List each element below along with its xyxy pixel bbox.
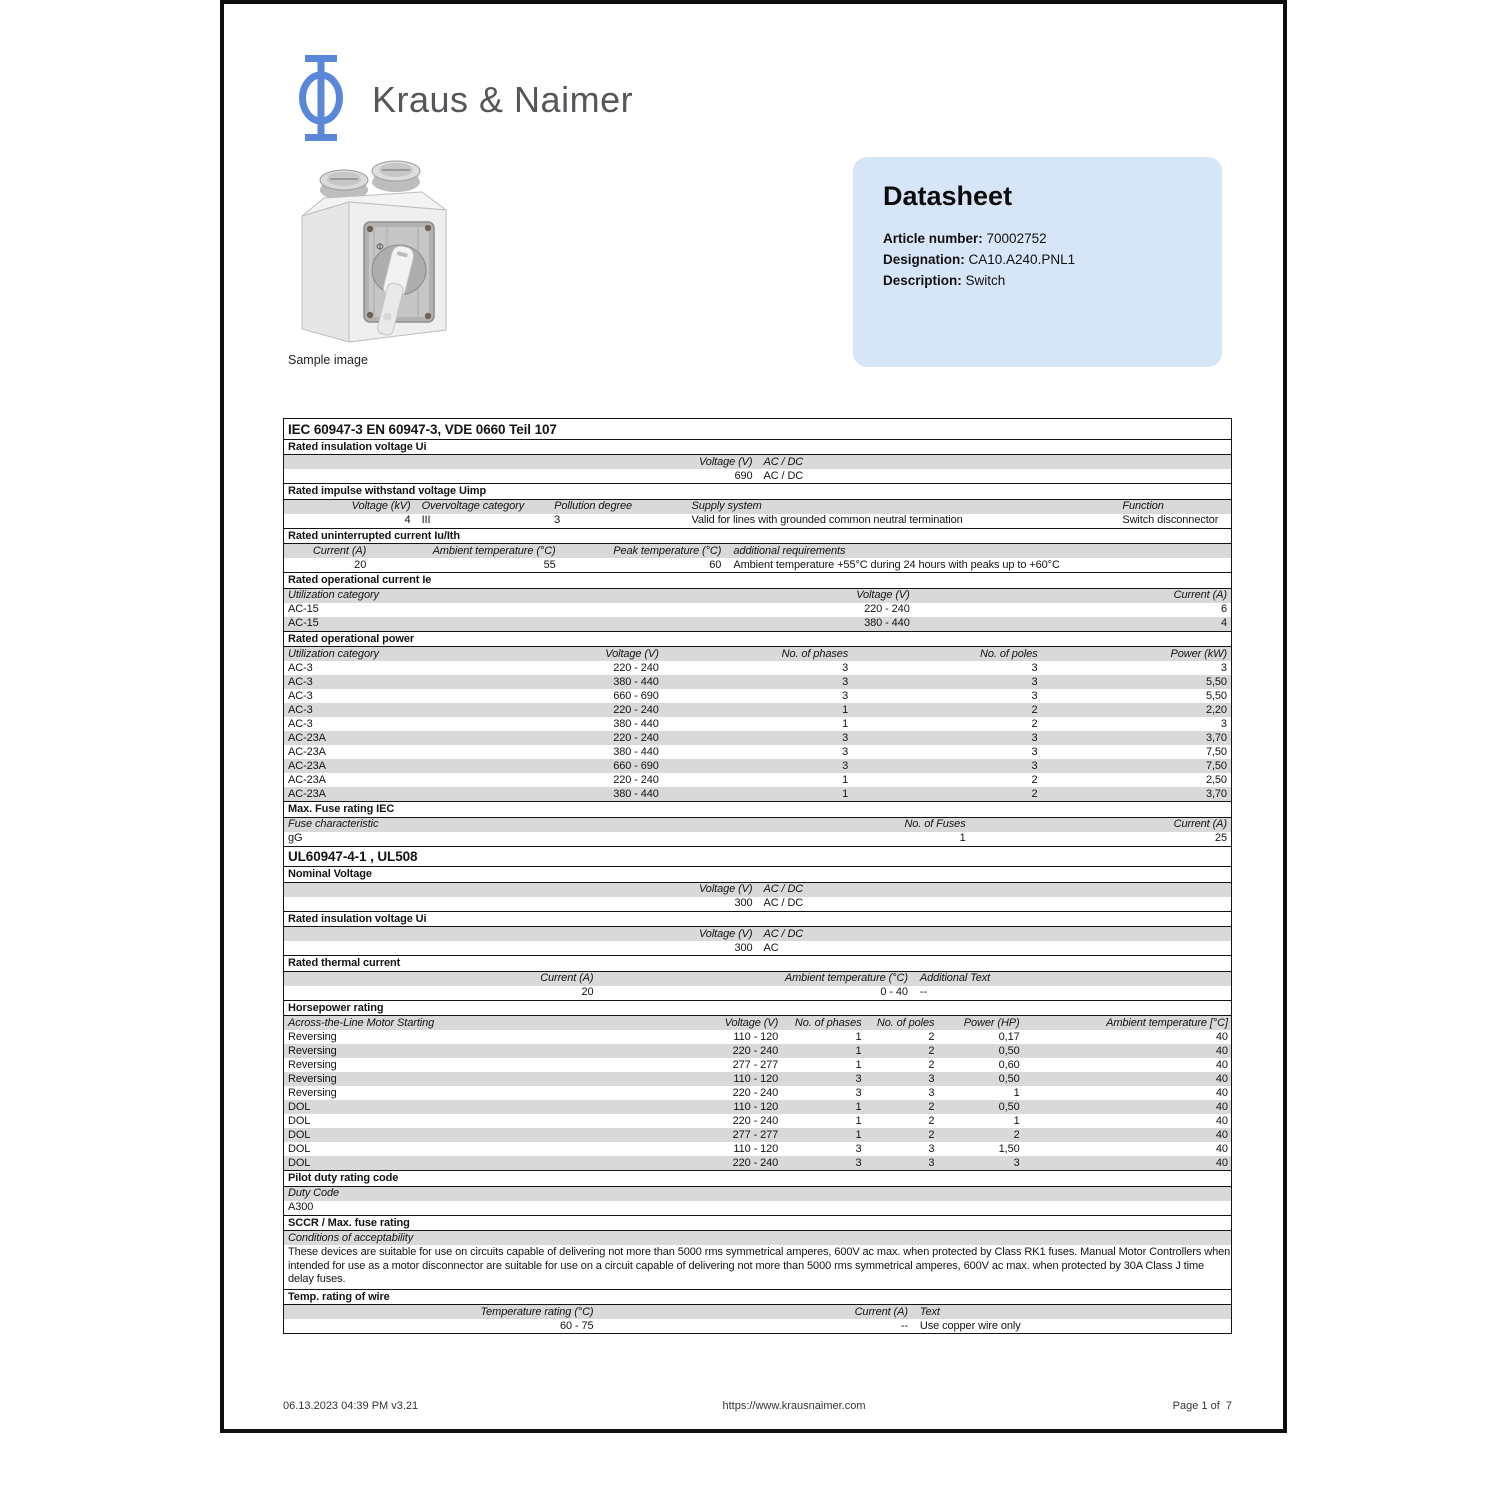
header-cell: Additional Text: [919, 972, 991, 984]
data-cell: 4: [1220, 617, 1227, 629]
data-cell: 380 - 440: [613, 787, 659, 800]
data-cell: Use copper wire only: [919, 1319, 1021, 1332]
footer-page-number: Page 1 of 7: [1172, 1400, 1232, 1412]
data-cell: 1: [842, 703, 849, 716]
data-cell: 3: [554, 514, 561, 526]
data-cell: 55: [543, 558, 556, 571]
header-cell: Utilization category: [288, 647, 379, 660]
header-cell: Text: [919, 1305, 940, 1318]
header-cell: Utilization category: [288, 589, 379, 601]
data-cell: 0,50: [998, 1044, 1020, 1057]
data-cell: 40: [1215, 1100, 1228, 1113]
section-title: Rated insulation voltage Ui: [284, 440, 1231, 456]
data-cell: 3: [842, 689, 849, 702]
data-cell: 3: [1031, 661, 1038, 674]
data-cell: 3: [928, 1086, 935, 1099]
data-row: [284, 1245, 1231, 1289]
data-row: [284, 941, 1231, 955]
header-cell: Current (A): [540, 972, 594, 984]
data-row: [284, 514, 1231, 528]
field-label: Designation:: [883, 252, 965, 267]
column-header-row: [284, 883, 1231, 897]
data-cell: AC / DC: [763, 897, 804, 909]
section-title: Pilot duty rating code: [284, 1170, 1231, 1187]
data-row: [284, 787, 1231, 801]
header-cell: Ambient temperature (°C): [432, 544, 556, 557]
data-cell: 220 - 240: [732, 1156, 779, 1169]
data-row: [284, 1058, 1231, 1072]
data-cell: These devices are suitable for use on circuits capable of delivering not more than 5000 rms symmetrical amperes, 600V ac max. when protected by Class RK1 fuses. Manual Motor Controllers when intended for use as a motor disconnector are suitable for use on a circuit capable of delivering not more than 5000 rms symmetrical amperes, 600V ac max. when protected by 30A Class J time delay fuses.: [288, 1246, 1231, 1285]
data-cell: Ambient temperature +55°C during 24 hours with peaks up to +60°C: [733, 558, 1060, 571]
data-cell: 5,50: [1205, 675, 1227, 688]
header-cell: Current (A): [312, 544, 367, 557]
sample-image-caption: Sample image: [288, 353, 368, 367]
data-cell: DOL: [288, 1100, 311, 1113]
footer-date-version: 06.13.2023 04:39 PM v3.21: [283, 1400, 419, 1412]
data-cell: 7,50: [1205, 745, 1227, 758]
data-cell: 2: [928, 1128, 935, 1141]
data-cell: 380 - 440: [613, 745, 659, 758]
data-cell: 380 - 440: [613, 717, 659, 730]
data-cell: 3: [842, 661, 849, 674]
header-cell: Temperature rating (°C): [480, 1305, 594, 1318]
header-cell: No. of poles: [876, 1016, 935, 1029]
phi-logo-icon: [298, 54, 344, 147]
data-cell: 220 - 240: [613, 661, 659, 674]
data-cell: DOL: [288, 1156, 311, 1169]
header-cell: Supply system: [691, 500, 762, 512]
data-cell: 20: [581, 986, 594, 998]
data-row: [284, 832, 1231, 846]
data-cell: 110 - 120: [733, 1030, 779, 1043]
data-cell: 0,50: [998, 1100, 1020, 1113]
data-row: [284, 897, 1231, 911]
header-cell: Power (kW): [1170, 647, 1227, 660]
data-cell: AC-23A: [288, 773, 326, 786]
data-cell: 1: [855, 1058, 862, 1071]
data-cell: Reversing: [288, 1086, 337, 1099]
data-row: [284, 1086, 1231, 1100]
section-title: Rated impulse withstand voltage Uimp: [284, 483, 1231, 500]
data-cell: 1: [855, 1030, 862, 1043]
data-cell: 0,17: [998, 1030, 1020, 1043]
data-cell: 1: [842, 773, 849, 786]
section-title: SCCR / Max. fuse rating: [284, 1215, 1231, 1232]
data-cell: 60: [709, 558, 722, 571]
data-cell: 1: [855, 1044, 862, 1057]
data-cell: 0,50: [998, 1072, 1020, 1085]
column-header-row: [284, 1305, 1231, 1319]
data-cell: 220 - 240: [613, 703, 659, 716]
data-cell: A300: [288, 1201, 314, 1213]
column-header-row: [284, 1016, 1231, 1030]
data-cell: 6: [1220, 603, 1227, 615]
data-cell: --: [900, 1319, 908, 1332]
datasheet-card: [853, 157, 1222, 367]
header-cell: Duty Code: [288, 1187, 340, 1199]
data-cell: 2: [928, 1044, 935, 1057]
column-header-row: [284, 500, 1231, 514]
data-cell: 2: [928, 1114, 935, 1127]
datasheet-page: [220, 0, 1287, 1433]
data-cell: 3: [1031, 675, 1038, 688]
section-title: Rated operational current Ie: [284, 572, 1231, 589]
data-cell: 2: [1031, 717, 1038, 730]
data-cell: 40: [1215, 1142, 1228, 1155]
data-row: [284, 717, 1231, 731]
data-cell: 660 - 690: [613, 689, 659, 702]
data-cell: 2: [928, 1100, 935, 1113]
data-row: [284, 986, 1231, 1000]
section-title: Rated insulation voltage Ui: [284, 911, 1231, 928]
header-cell: Voltage (kV): [351, 500, 411, 512]
data-cell: AC-23A: [288, 745, 326, 758]
data-row: [284, 759, 1231, 773]
header-cell: Voltage (V): [856, 589, 910, 601]
column-header-row: [284, 927, 1231, 941]
data-cell: 1: [855, 1100, 862, 1113]
data-cell: 3: [1220, 717, 1227, 730]
data-cell: 2: [1031, 787, 1038, 800]
column-header-row: [284, 1187, 1231, 1201]
header-cell: Overvoltage category: [421, 500, 525, 512]
data-cell: 110 - 120: [733, 1100, 779, 1113]
data-cell: Reversing: [288, 1072, 337, 1085]
data-cell: 220 - 240: [732, 1044, 779, 1057]
data-cell: 3: [928, 1072, 935, 1085]
header-cell: Peak temperature (°C): [613, 544, 722, 557]
header-cell: Voltage (V): [698, 883, 753, 895]
data-cell: AC / DC: [763, 469, 804, 482]
data-cell: 1: [842, 787, 849, 800]
data-cell: 300: [734, 941, 753, 954]
data-row: [284, 1100, 1231, 1114]
data-cell: 3: [928, 1156, 935, 1169]
data-cell: gG: [288, 832, 303, 844]
data-cell: 220 - 240: [732, 1114, 779, 1127]
data-row: [284, 773, 1231, 787]
card-field: Article number: 70002752: [883, 231, 1047, 246]
data-cell: 220 - 240: [864, 603, 910, 615]
data-row: [284, 1156, 1231, 1170]
data-cell: DOL: [288, 1142, 311, 1155]
data-row: [284, 1072, 1231, 1086]
data-cell: 3: [1031, 731, 1038, 744]
data-cell: DOL: [288, 1114, 311, 1127]
header-cell: Voltage (V): [724, 1016, 779, 1029]
data-cell: 0,60: [998, 1058, 1020, 1071]
data-cell: AC-15: [288, 617, 319, 629]
data-cell: 1: [842, 717, 849, 730]
header-cell: No. of phases: [794, 1016, 862, 1029]
data-cell: 3: [842, 759, 849, 772]
data-cell: AC-3: [288, 703, 313, 716]
data-cell: 25: [1214, 832, 1227, 844]
header-cell: Current (A): [1173, 589, 1227, 601]
data-cell: 40: [1215, 1086, 1228, 1099]
data-row: [284, 1030, 1231, 1044]
standard-header: UL60947-4-1 , UL508: [284, 846, 1231, 868]
data-cell: 277 - 277: [732, 1128, 779, 1141]
data-cell: 220 - 240: [613, 773, 659, 786]
data-cell: AC-15: [288, 603, 319, 615]
header-cell: Fuse characteristic: [288, 818, 379, 830]
field-label: Description:: [883, 273, 962, 288]
data-cell: 690: [734, 469, 753, 482]
data-cell: 20: [354, 558, 367, 571]
data-cell: 2: [928, 1058, 935, 1071]
column-header-row: [284, 589, 1231, 603]
data-row: [284, 1114, 1231, 1128]
header-cell: Current (A): [1173, 818, 1227, 830]
data-cell: 1: [1013, 1114, 1020, 1127]
data-cell: AC-3: [288, 661, 313, 674]
section-title: Max. Fuse rating IEC: [284, 801, 1231, 818]
data-row: [284, 469, 1231, 483]
switch-product-image: [292, 158, 457, 348]
data-row: [284, 703, 1231, 717]
data-cell: 380 - 440: [864, 617, 910, 629]
section-title: Rated uninterrupted current Iu/Ith: [284, 528, 1231, 545]
header-cell: Current (A): [854, 1305, 908, 1318]
column-header-row: [284, 1231, 1231, 1245]
data-row: [284, 1201, 1231, 1215]
data-cell: 1: [855, 1114, 862, 1127]
data-cell: 3: [855, 1156, 862, 1169]
field-label: Article number:: [883, 231, 983, 246]
data-cell: 3: [1013, 1156, 1020, 1169]
data-cell: Valid for lines with grounded common neutral termination: [691, 514, 963, 526]
data-cell: AC-23A: [288, 759, 326, 772]
header-cell: Ambient temperature (°C): [784, 972, 908, 984]
data-cell: 1: [855, 1128, 862, 1141]
data-cell: 3: [842, 731, 849, 744]
section-title: Temp. rating of wire: [284, 1289, 1231, 1306]
header-cell: Voltage (V): [605, 647, 659, 660]
header-cell: AC / DC: [763, 455, 804, 468]
data-cell: 220 - 240: [732, 1086, 779, 1099]
data-cell: 40: [1215, 1072, 1228, 1085]
data-cell: 4: [404, 514, 411, 526]
data-cell: III: [421, 514, 431, 526]
data-cell: 3: [855, 1086, 862, 1099]
data-cell: 3,70: [1205, 787, 1227, 800]
data-cell: 0 - 40: [880, 986, 908, 998]
data-cell: 5,50: [1205, 689, 1227, 702]
data-cell: 3: [855, 1142, 862, 1155]
header-cell: AC / DC: [763, 883, 804, 895]
header-cell: Function: [1122, 500, 1164, 512]
data-cell: 7,50: [1205, 759, 1227, 772]
data-cell: 40: [1215, 1058, 1228, 1071]
data-row: [284, 617, 1231, 631]
data-cell: 660 - 690: [613, 759, 659, 772]
column-header-row: [284, 818, 1231, 832]
header-cell: Across-the-Line Motor Starting: [288, 1016, 435, 1029]
data-cell: 40: [1215, 1128, 1228, 1141]
column-header-row: [284, 972, 1231, 986]
header-cell: Ambient temperature [°C]: [1106, 1016, 1228, 1029]
data-cell: 40: [1215, 1156, 1228, 1169]
data-cell: 1,50: [998, 1142, 1020, 1155]
section-title: Nominal Voltage: [284, 867, 1231, 883]
card-field: Designation: CA10.A240.PNL1: [883, 252, 1076, 267]
data-cell: 1: [1013, 1086, 1020, 1099]
data-cell: Switch disconnector: [1122, 514, 1219, 526]
data-cell: AC-3: [288, 689, 313, 702]
data-cell: 300: [734, 897, 753, 909]
header-cell: Voltage (V): [698, 927, 753, 940]
data-cell: 1: [959, 832, 966, 844]
data-cell: 3: [855, 1072, 862, 1085]
column-header-row: [284, 455, 1231, 469]
data-cell: 110 - 120: [733, 1072, 779, 1085]
data-cell: AC-3: [288, 717, 313, 730]
data-row: [284, 745, 1231, 759]
data-row: [284, 1128, 1231, 1142]
section-title: Rated operational power: [284, 631, 1231, 648]
data-row: [284, 731, 1231, 745]
data-row: [284, 1319, 1231, 1333]
footer-url[interactable]: https://www.krausnaimer.com: [722, 1400, 866, 1412]
brand-name: Kraus & Naimer: [372, 79, 634, 120]
data-cell: 3: [842, 745, 849, 758]
data-cell: 3: [1031, 689, 1038, 702]
data-cell: 2,20: [1205, 703, 1227, 716]
data-cell: AC: [763, 941, 779, 954]
data-row: [284, 661, 1231, 675]
header-cell: AC / DC: [763, 927, 804, 940]
header-cell: No. of phases: [781, 647, 849, 660]
card-fields: [883, 228, 1192, 291]
data-cell: Reversing: [288, 1030, 337, 1043]
header-cell: Voltage (V): [698, 455, 753, 468]
data-cell: 40: [1215, 1114, 1228, 1127]
data-cell: 2: [1031, 773, 1038, 786]
brand-logo: [298, 54, 633, 146]
data-cell: 60 - 75: [559, 1319, 594, 1332]
standard-header: IEC 60947-3 EN 60947-3, VDE 0660 Teil 107: [284, 419, 1231, 440]
data-row: [284, 603, 1231, 617]
header-cell: Conditions of acceptability: [288, 1231, 414, 1244]
data-cell: 40: [1215, 1030, 1228, 1043]
data-cell: 380 - 440: [613, 675, 659, 688]
data-cell: 3: [1220, 661, 1227, 674]
product-photo: [292, 158, 457, 353]
data-cell: 3: [928, 1142, 935, 1155]
header-cell: No. of poles: [980, 647, 1038, 660]
column-header-row: [284, 544, 1231, 558]
card-field: Description: Switch: [883, 273, 1006, 288]
page-content: [224, 4, 1283, 1429]
data-cell: 2,50: [1205, 773, 1227, 786]
data-row: [284, 1142, 1231, 1156]
data-cell: 3,70: [1205, 731, 1227, 744]
spec-table: [283, 418, 1232, 1334]
header-cell: Power (HP): [963, 1016, 1020, 1029]
data-cell: 3: [1031, 759, 1038, 772]
card-title: Datasheet: [883, 181, 1013, 211]
data-cell: 3: [1031, 745, 1038, 758]
data-cell: 3: [842, 675, 849, 688]
section-title: Rated thermal current: [284, 955, 1231, 972]
data-cell: AC-3: [288, 675, 313, 688]
data-cell: Reversing: [288, 1058, 337, 1071]
data-cell: 110 - 120: [733, 1142, 779, 1155]
data-cell: 2: [928, 1030, 935, 1043]
data-cell: 220 - 240: [613, 731, 659, 744]
header-cell: additional requirements: [733, 544, 846, 557]
data-row: [284, 675, 1231, 689]
data-row: [284, 1044, 1231, 1058]
data-cell: DOL: [288, 1128, 311, 1141]
section-title: Horsepower rating: [284, 1000, 1231, 1017]
svg-text:Φ: Φ: [376, 242, 384, 253]
data-cell: 277 - 277: [732, 1058, 779, 1071]
data-cell: AC-23A: [288, 787, 326, 800]
data-row: [284, 558, 1231, 572]
header-cell: Pollution degree: [554, 500, 633, 512]
data-cell: Reversing: [288, 1044, 337, 1057]
data-cell: --: [919, 986, 928, 998]
data-cell: 2: [1031, 703, 1038, 716]
data-cell: 2: [1013, 1128, 1020, 1141]
data-cell: 40: [1215, 1044, 1228, 1057]
data-cell: AC-23A: [288, 731, 326, 744]
header-cell: No. of Fuses: [904, 818, 966, 830]
data-row: [284, 689, 1231, 703]
column-header-row: [284, 647, 1231, 661]
